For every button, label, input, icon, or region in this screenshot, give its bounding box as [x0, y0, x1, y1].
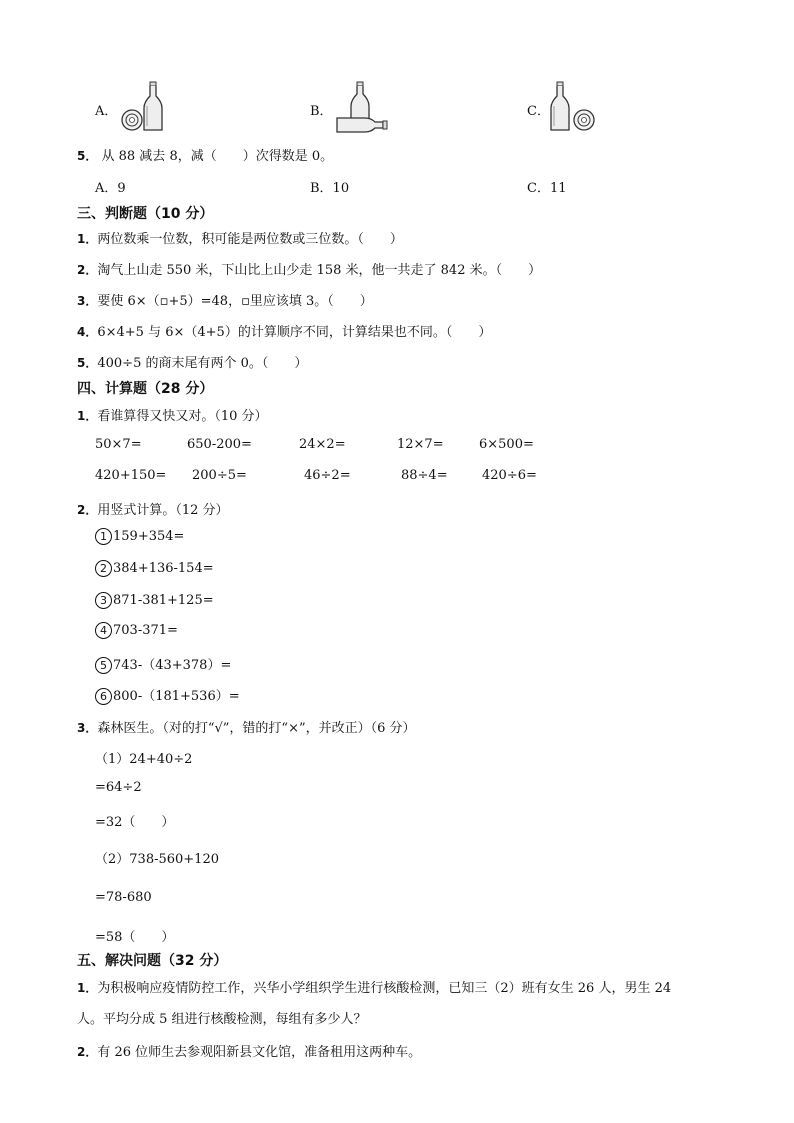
- oral-calc-item: 200÷5=: [192, 468, 247, 483]
- doctor-line: =58（ ）: [95, 930, 175, 945]
- question-number: 3．: [77, 721, 98, 735]
- question-text: 有 26 位师生去参观阳新县文化馆，准备租用这两种车。: [97, 1045, 422, 1060]
- q5-option-a: A．9: [95, 181, 126, 196]
- item-number: 5．: [77, 356, 98, 370]
- question-number: 1．: [77, 409, 98, 423]
- expression: 871-381+125=: [113, 593, 214, 608]
- oral-calc-item: 6×500=: [479, 437, 534, 452]
- vertical-calc-item: [95, 622, 178, 639]
- item-number: 3．: [77, 294, 98, 308]
- expression: 743-（43+378）=: [113, 658, 232, 673]
- judge-item-4: [77, 321, 491, 340]
- oral-calc-item: 24×2=: [299, 437, 346, 452]
- circled-number: 4: [95, 622, 112, 639]
- oral-calc-item: 12×7=: [397, 437, 444, 452]
- option-a-label: A．: [95, 104, 118, 119]
- oral-calc-item: 88÷4=: [401, 468, 448, 483]
- doctor-line: =78-680: [95, 890, 152, 905]
- bottle-icon: [144, 82, 162, 130]
- calc-q2: [77, 499, 229, 518]
- question-text: 从 88 减去 8，减（ ）次得数是 0。: [101, 149, 334, 164]
- item-text: 淘气上山走 550 米，下山比上山少走 158 米，他一共走了 842 米。（ ）: [97, 263, 542, 278]
- doctor-line: （1）24+40÷2: [95, 752, 193, 767]
- disc-icon: [122, 110, 142, 130]
- calc-q1: [77, 405, 268, 424]
- bottle-icon: [551, 82, 569, 130]
- circled-number: 6: [95, 688, 112, 705]
- item-text: 两位数乘一位数，积可能是两位数或三位数。（ ）: [97, 232, 403, 247]
- question-text: 用竖式计算。（12 分）: [97, 503, 229, 518]
- item-number: 4．: [77, 325, 98, 339]
- judge-item-3: [77, 290, 373, 309]
- oral-calc-item: 420÷6=: [482, 468, 537, 483]
- question-number: 5．: [77, 149, 98, 163]
- option-b-image: [335, 80, 391, 135]
- item-text: 6×4+5 与 6×（4+5）的计算顺序不同，计算结果也不同。（ ）: [97, 325, 492, 340]
- question-text: 看谁算得又快又对。（10 分）: [97, 409, 268, 424]
- q5-option-c: C．11: [527, 181, 567, 196]
- question-text: 为积极响应疫情防控工作，兴华小学组织学生进行核酸检测，已知三（2）班有女生 26 人，男生 24: [97, 981, 672, 996]
- option-a-image: [118, 80, 168, 135]
- circled-number: 1: [95, 528, 112, 545]
- question-text-continued: 人。平均分成 5 组进行核酸检测，每组有多少人？: [77, 1012, 367, 1027]
- word-problem-2: [77, 1041, 421, 1060]
- doctor-line: =64÷2: [95, 780, 142, 795]
- doctor-line: =32（ ）: [95, 815, 175, 830]
- item-text: 400÷5 的商末尾有两个 0。（ ）: [97, 356, 308, 371]
- bottle-icon: [351, 82, 369, 120]
- item-number: 1．: [77, 232, 98, 246]
- judge-item-1: [77, 228, 403, 247]
- vertical-calc-item: [95, 592, 214, 609]
- expression: 384+136-154=: [113, 561, 214, 576]
- expression: 703-371=: [113, 623, 178, 638]
- question-5: [77, 145, 333, 164]
- oral-calc-item: 650-200=: [187, 437, 252, 452]
- option-c-image: [550, 80, 600, 135]
- word-problem-1: [77, 977, 671, 996]
- option-c-label: C．: [527, 104, 550, 119]
- vertical-calc-item: [95, 528, 184, 545]
- q5-option-b: B．10: [310, 181, 350, 196]
- vertical-calc-item: [95, 685, 240, 705]
- lying-bottle-icon: [337, 118, 387, 132]
- circled-number: 2: [95, 560, 112, 577]
- option-b-label: B．: [310, 104, 333, 119]
- question-number: 2．: [77, 1045, 98, 1059]
- vertical-calc-item: [95, 560, 214, 577]
- section-5-title: 五、解决问题（32 分）: [77, 953, 228, 969]
- oral-calc-item: 50×7=: [95, 437, 142, 452]
- question-text: 森林医生。（对的打“√”，错的打“×”，并改正）（6 分）: [97, 721, 416, 736]
- section-3-title: 三、判断题（10 分）: [77, 206, 214, 222]
- question-number: 1．: [77, 981, 98, 995]
- expression: 800-（181+536）=: [113, 689, 240, 704]
- judge-item-2: [77, 259, 541, 278]
- oral-calc-item: 46÷2=: [304, 468, 351, 483]
- item-number: 2．: [77, 263, 98, 277]
- circled-number: 5: [95, 657, 112, 674]
- judge-item-5: [77, 352, 307, 371]
- question-number: 2．: [77, 503, 98, 517]
- calc-q3: [77, 717, 416, 736]
- disc-icon: [574, 110, 594, 130]
- expression: 159+354=: [113, 529, 185, 544]
- oral-calc-item: 420+150=: [95, 468, 167, 483]
- section-4-title: 四、计算题（28 分）: [77, 381, 214, 397]
- doctor-line: （2）738-560+120: [95, 852, 219, 867]
- vertical-calc-item: [95, 654, 231, 674]
- item-text: 要使 6×（▫+5）=48，▫里应该填 3。（ ）: [97, 294, 373, 309]
- circled-number: 3: [95, 592, 112, 609]
